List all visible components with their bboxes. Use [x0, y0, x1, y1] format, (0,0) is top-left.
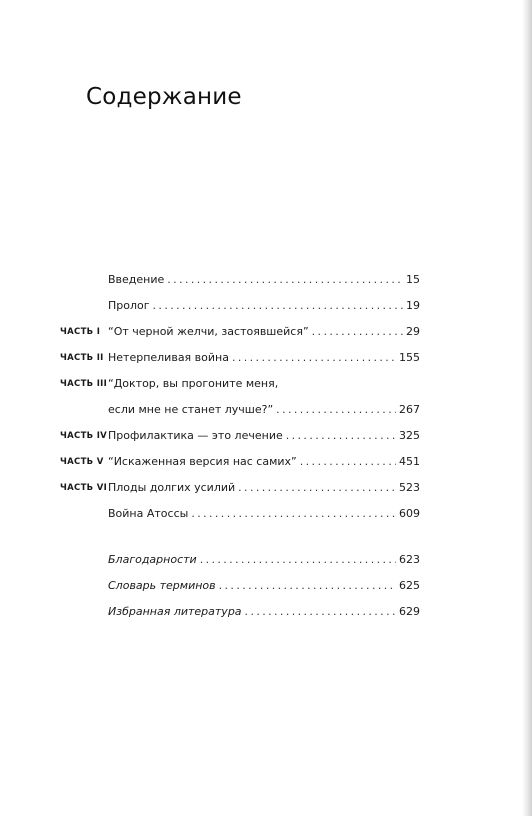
toc-entry-part-2[interactable]	[0, 348, 532, 368]
dot-leader	[245, 602, 396, 622]
toc-entry-label: Война Атоссы	[108, 507, 189, 520]
toc-page-number: 155	[399, 351, 420, 364]
toc-entry-label: Благодарности	[108, 553, 197, 566]
toc-entry-label: “Искаженная версия нас самих”	[108, 455, 297, 468]
part-label: ЧАСТЬ I	[60, 327, 101, 337]
dot-leader	[232, 348, 396, 368]
toc-page-number: 451	[399, 455, 420, 468]
toc-page-number: 629	[399, 605, 420, 618]
toc-page-number: 625	[399, 579, 420, 592]
part-label: ЧАСТЬ III	[60, 379, 108, 389]
dot-leader	[312, 322, 403, 342]
toc-page-number: 325	[399, 429, 420, 442]
dot-leader	[300, 452, 396, 472]
toc-entry-part-6[interactable]	[0, 478, 532, 498]
toc-page-number: 523	[399, 481, 420, 494]
dot-leader	[276, 400, 396, 420]
toc-page-number: 15	[406, 273, 420, 286]
part-label: ЧАСТЬ V	[60, 457, 104, 467]
toc-entry-label: Избранная литература	[108, 605, 242, 618]
toc-page-number: 267	[399, 403, 420, 416]
toc-entry-acknowledgments[interactable]	[0, 550, 532, 570]
dot-leader	[153, 296, 403, 316]
toc-entry-part-3-line-1[interactable]	[0, 374, 532, 394]
toc-entry-label: если мне не станет лучше?”	[108, 403, 274, 416]
toc-page-number: 19	[406, 299, 420, 312]
toc-entry-introduction[interactable]	[0, 270, 532, 290]
toc-entry-label: Пролог	[108, 299, 150, 312]
toc-entry-part-4[interactable]	[0, 426, 532, 446]
dot-leader	[167, 270, 403, 290]
toc-entry-part-1[interactable]	[0, 322, 532, 342]
dot-leader	[191, 504, 396, 524]
toc-entry-war-of-atossa[interactable]	[0, 504, 532, 524]
toc-page-number: 623	[399, 553, 420, 566]
toc-entry-label: “От черной желчи, застоявшейся”	[108, 325, 309, 338]
toc-entry-label: Плоды долгих усилий	[108, 481, 236, 494]
part-label: ЧАСТЬ IV	[60, 431, 108, 441]
part-label: ЧАСТЬ VI	[60, 483, 108, 493]
dot-leader	[286, 426, 396, 446]
dot-leader	[200, 550, 396, 570]
toc-entry-label: Введение	[108, 273, 165, 286]
toc-page-number: 609	[399, 507, 420, 520]
part-label: ЧАСТЬ II	[60, 353, 104, 363]
toc-page-number: 29	[406, 325, 420, 338]
toc-entry-part-5[interactable]	[0, 452, 532, 472]
dot-leader	[219, 576, 396, 596]
toc-entry-label: Словарь терминов	[108, 579, 216, 592]
toc-entry-selected-bibliography[interactable]	[0, 602, 532, 622]
toc-entry-label: Нетерпеливая война	[108, 351, 229, 364]
toc-entry-part-3-line-2[interactable]	[0, 400, 532, 420]
toc-entry-glossary[interactable]	[0, 576, 532, 596]
toc-entry-label-line-1: “Доктор, вы прогоните меня,	[108, 377, 279, 390]
toc-entry-prologue[interactable]	[0, 296, 532, 316]
toc-entry-label: Профилактика — это лечение	[108, 429, 283, 442]
page-title: Содержание	[86, 84, 242, 110]
dot-leader	[238, 478, 396, 498]
